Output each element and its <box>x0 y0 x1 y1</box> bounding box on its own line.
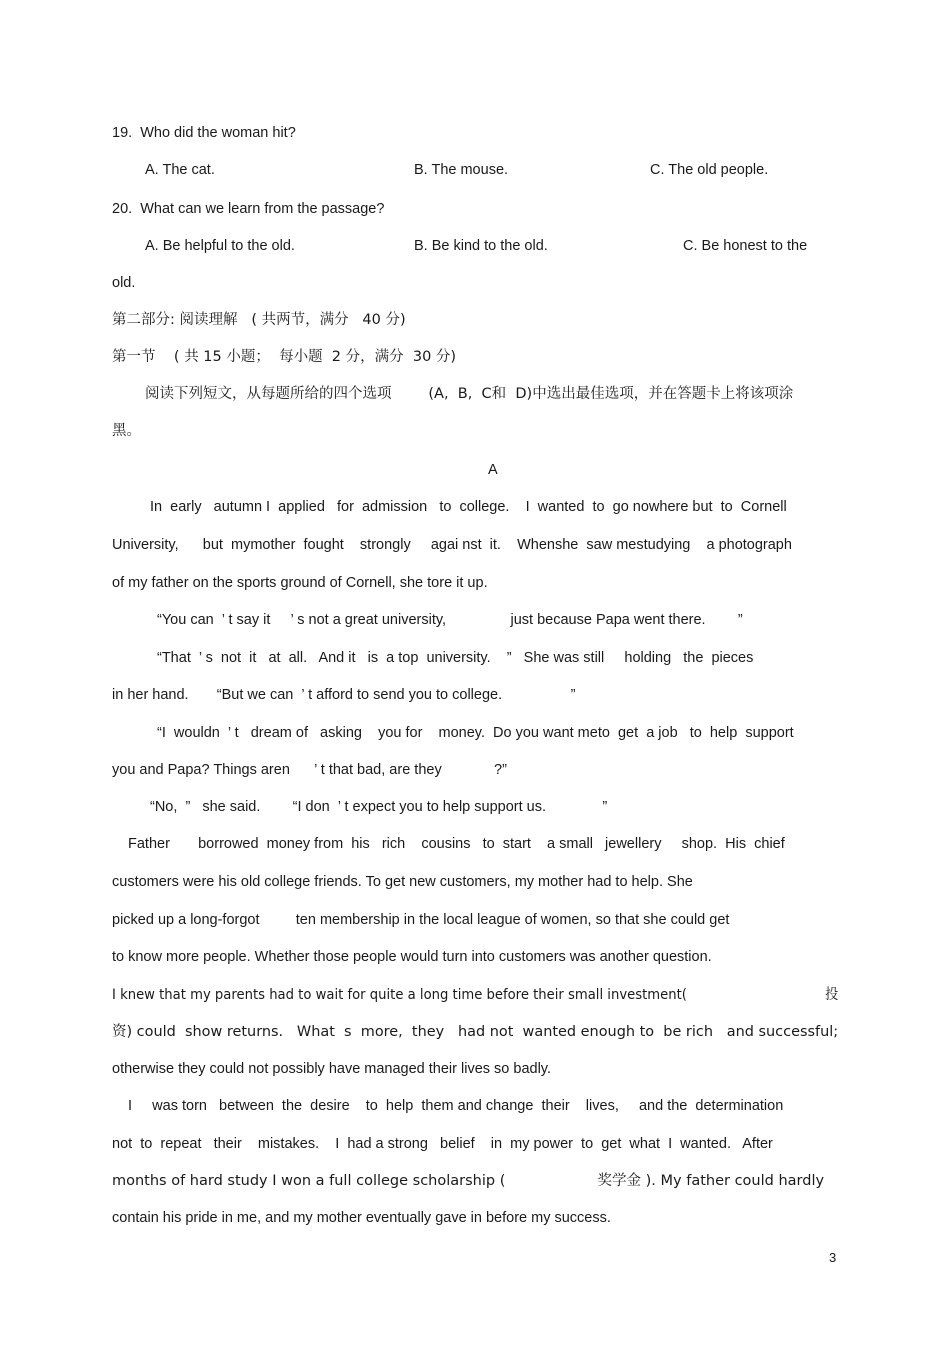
passage-line: “You can ’ t say it ’ s not a great university, just because Papa went there. ” <box>157 612 743 628</box>
question-20-option-a: A. Be helpful to the old. <box>145 238 295 254</box>
question-20-stem: 20. What can we learn from the passage? <box>112 201 385 217</box>
section1-title: 第一节 ( 共 15 小题； 每小题 2 分，满分 30 分) <box>112 349 457 365</box>
question-19-option-b: B. The mouse. <box>414 162 509 178</box>
instructions-line-2: 黑。 <box>112 423 141 439</box>
passage-line: of my father on the sports ground of Cornell, she tore it up. <box>112 575 488 591</box>
passage-line: not to repeat their mistakes. I had a strong belief in my power to get what I wanted. After <box>112 1136 773 1152</box>
passage-line: contain his pride in me, and my mother eventually gave in before my success. <box>112 1210 611 1226</box>
question-20-option-c: C. Be honest to the <box>683 238 808 254</box>
part2-title: 第二部分: 阅读理解 ( 共两节，满分 40 分) <box>112 312 406 328</box>
question-20-option-b: B. Be kind to the old. <box>414 238 548 254</box>
passage-line: picked up a long-forgot ten membership in the local league of women, so that she could get <box>112 912 730 928</box>
question-19-option-c: C. The old people. <box>650 162 769 178</box>
passage-line: months of hard study I won a full college scholarship ( 奖学金 ). My father could hardly <box>112 1173 825 1189</box>
passage-line: “That ’ s not it at all. And it is a top university. ” She was still holding the pieces <box>157 650 754 666</box>
passage-line: in her hand. “But we can ’ t afford to send you to college. ” <box>112 687 576 703</box>
passage-line: University, but mymother fought strongly agai nst it. Whenshe saw mestudying a photograph <box>112 537 792 553</box>
passage-line: In early autumn I applied for admission to college. I wanted to go nowhere but to Cornell <box>150 499 787 515</box>
passage-line: I knew that my parents had to wait for quite a long time before their small investment( 投 <box>112 987 839 1003</box>
passage-line: “No, ” she said. “I don ’ t expect you to help support us. ” <box>150 799 608 815</box>
passage-line: 资) could show returns. What s more, they had not wanted enough to be rich and successful; <box>112 1024 839 1040</box>
passage-line: customers were his old college friends. To get new customers, my mother had to help. She <box>112 874 693 890</box>
passage-line: otherwise they could not possibly have managed their lives so badly. <box>112 1061 552 1077</box>
passage-line: Father borrowed money from his rich cousins to start a small jewellery shop. His chief <box>128 836 785 852</box>
passage-line: you and Papa? Things aren ’ t that bad, are they ?” <box>112 762 507 778</box>
passage-label: A <box>488 462 498 478</box>
passage-line: I was torn between the desire to help them and change their lives, and the determination <box>128 1098 784 1114</box>
instructions-line-1: 阅读下列短文，从每题所给的四个选项 (A, B, C和 D)中选出最佳选项，并在答题卡上将该项涂 <box>145 386 794 402</box>
passage-line: “I wouldn ’ t dream of asking you for money. Do you want meto get a job to help support <box>157 725 794 741</box>
question-19-option-a: A. The cat. <box>145 162 215 178</box>
question-20-option-c-wrap: old. <box>112 275 136 291</box>
question-19-stem: 19. Who did the woman hit? <box>112 125 296 141</box>
page-number: 3 <box>829 1250 837 1265</box>
passage-line: to know more people. Whether those people would turn into customers was another question. <box>112 949 712 965</box>
